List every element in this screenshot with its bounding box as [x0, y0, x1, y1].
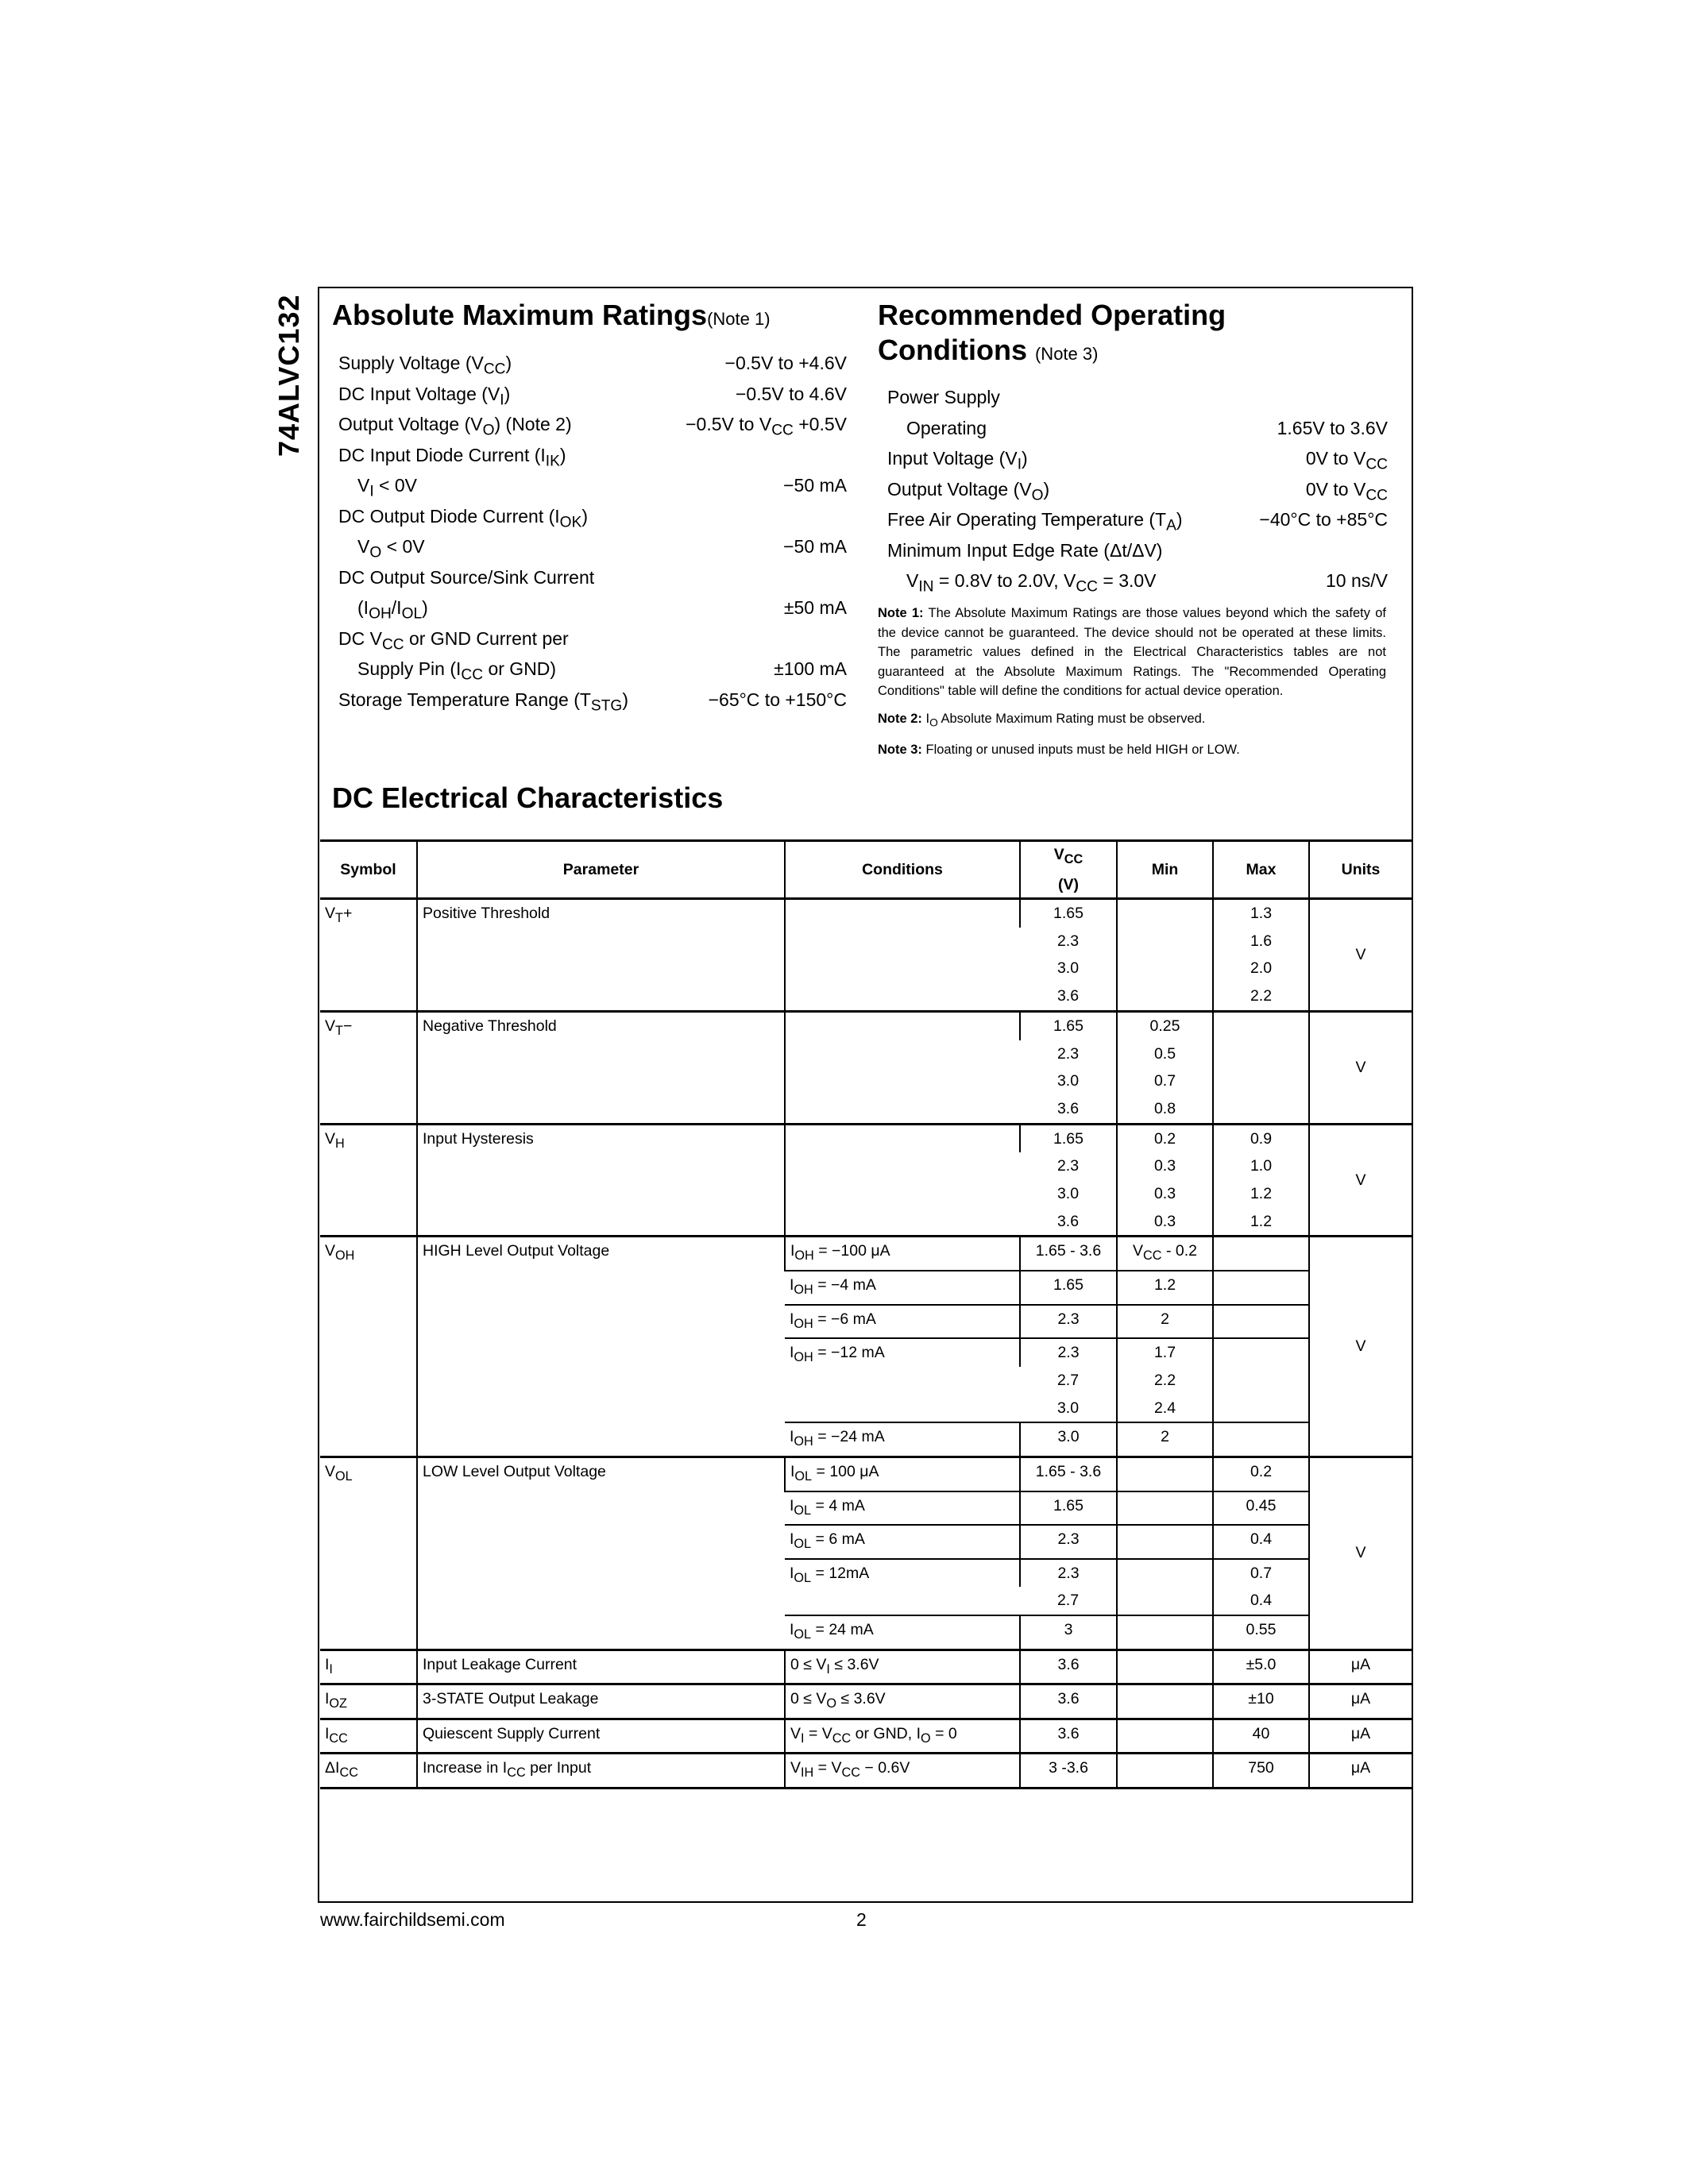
table-row: 3.0 0.3 1.2	[320, 1180, 1412, 1208]
table-row: $V_{OH}$ HIGH Level Output Voltage $I_{OH} = -100$ μA 1.65 - 3.6 $V_{CC} - 0.2$ V	[320, 1237, 1412, 1271]
part-number-vertical: 74ALVC132	[272, 294, 305, 457]
rec-op-title: Recommended Operating Conditions (Note 3)	[878, 299, 1226, 366]
table-row: 3.0 2.0	[320, 955, 1412, 982]
table-row: $I_{OL} = 4$ mA 1.65 0.45	[320, 1491, 1412, 1526]
note-3: Note 3: Floating or unused inputs must be held HIGH or LOW.	[878, 743, 1240, 758]
table-row: $I_{CC}$ Quiescent Supply Current $V_I = V_{CC}$ or GND, $I_O = 0$ 3.6 40 μA	[320, 1719, 1412, 1754]
note-2: Note 2: $I_O$ Absolute Maximum Rating must be observed.	[878, 711, 1206, 728]
table-row: $I_{OH} = -24$ mA 3.0 2	[320, 1422, 1412, 1457]
table-row: 2.3 0.5	[320, 1040, 1412, 1068]
abs-max-list: Supply Voltage $(V_{CC})$ −0.5V to +4.6V DC Input Voltage $(V_I)$ −0.5V to 4.6V Output Voltage $(V_O)$ (Note 2) −0.5V to $V_{CC} +0.5V$ DC Input Diode Current $(I_{IK})$ $V_I < 0V$ −50 mA DC Output Diode Current $(I_{OK})$ $V_O < 0V$ −50 mA DC Output Source/Sink Current $(I_{OH}/I_{OL})$ ±50 mA DC $V_{CC}$ or GND Current per Supply Pin ($I_{CC}$ or GND) ±100 mA Storage Temperature Range $(T_{STG})$ −65°C to +150°C	[338, 353, 847, 715]
table-row: $I_I$ Input Leakage Current $0 \le V_I \le 3.6V$ 3.6 ±5.0 μA	[320, 1650, 1412, 1684]
abs-max-title: Absolute Maximum Ratings(Note 1)	[332, 299, 771, 331]
dc-title: DC Electrical Characteristics	[332, 781, 724, 814]
table-row: $V_{OL}$ LOW Level Output Voltage $I_{OL} = 100$ μA 1.65 - 3.6 0.2 V	[320, 1457, 1412, 1491]
table-row: 3.6 0.3 1.2	[320, 1208, 1412, 1237]
table-row: 3.6 2.2	[320, 982, 1412, 1011]
table-row: $I_{OL} = 24$ mA 3 0.55	[320, 1615, 1412, 1650]
table-row: $I_{OZ}$ 3-STATE Output Leakage $0 \le V_O \le 3.6V$ 3.6 ±10 μA	[320, 1684, 1412, 1719]
dc-characteristics-table	[320, 839, 1412, 1789]
table-row: 2.3 0.3 1.0	[320, 1152, 1412, 1180]
table-row: $V_T+$ Positive Threshold 1.65 1.3 V	[320, 899, 1412, 928]
table-row: $\Delta I_{CC}$ Increase in $I_{CC}$ per Input $V_{IH} = V_{CC} - 0.6V$ 3 -3.6 750 μA	[320, 1754, 1412, 1788]
rec-op-list: Power Supply Operating 1.65V to 3.6V Input Voltage $(V_I)$ 0V to $V_{CC}$ Output Voltage $(V_O)$ 0V to $V_{CC}$ Free Air Operating Temperature $(T_A)$ −40°C to +85°C Minimum Input Edge Rate (Δt/ΔV) $V_{IN} = 0.8V$ to 2.0V, $V_{CC} = 3.0V$ 10 ns/V	[887, 387, 1388, 596]
table-row: 2.3 1.6	[320, 928, 1412, 955]
table-row: 3.0 0.7	[320, 1067, 1412, 1095]
table-row: $I_{OL} = 6$ mA 2.3 0.4	[320, 1525, 1412, 1559]
footer-url[interactable]: www.fairchildsemi.com	[320, 1909, 505, 1930]
table-row: 3.0 2.4	[320, 1395, 1412, 1423]
table-row: 3.6 0.8	[320, 1095, 1412, 1124]
table-row: $I_{OH} = -12$ mA 2.3 1.7	[320, 1338, 1412, 1367]
notes-block	[878, 604, 1386, 768]
table-row: $I_{OH} = -4$ mA 1.65 1.2	[320, 1271, 1412, 1305]
table-row: $V_H$ Input Hysteresis 1.65 0.2 0.9 V	[320, 1124, 1412, 1152]
table-row: $I_{OH} = -6$ mA 2.3 2	[320, 1305, 1412, 1339]
table-row: $V_T-$ Negative Threshold 1.65 0.25 V	[320, 1011, 1412, 1040]
table-header-row: Symbol Parameter Conditions $V_{CC}$ (V) Min Max Units	[320, 841, 1412, 899]
note-1: Note 1: The Absolute Maximum Ratings are those values beyond which the safety of the device cannot be guaranteed. The device should not be operated at these limits. The parametric values defined in the Electrical Characteristics tables are not guaranteed at the Absolute Maximum Ratings. The "Recommended Operating Conditions" table will define the conditions for actual device operation.	[878, 606, 1386, 698]
table-row: $I_{OL} = 12mA$ 2.3 0.7	[320, 1559, 1412, 1588]
table-row: 2.7 0.4	[320, 1587, 1412, 1615]
table-row: 2.7 2.2	[320, 1367, 1412, 1395]
page-number: 2	[856, 1909, 867, 1930]
